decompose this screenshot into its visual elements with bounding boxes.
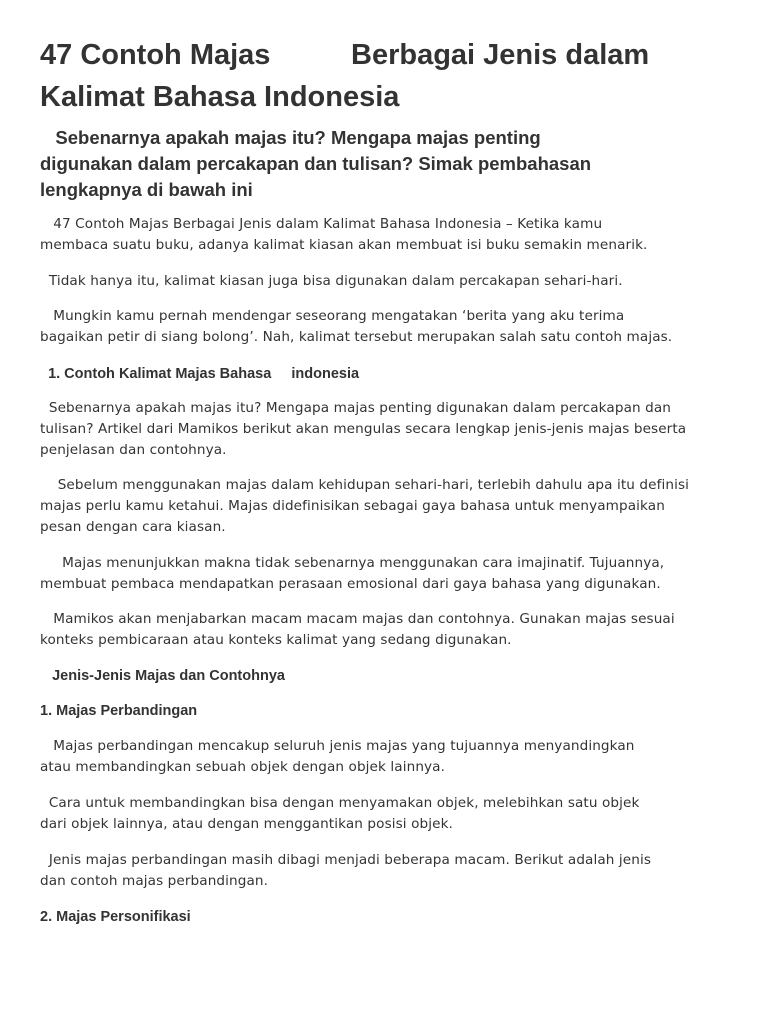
paragraph-mamikos: Mamikos akan menjabarkan macam macam majas dan contohnya. Gunakan majas sesuai konteks pembicaraan atau konteks kalimat yang sedang digunakan. <box>40 611 675 648</box>
paragraph-definisi: Sebelum menggunakan majas dalam kehidupan sehari-hari, terlebih dahulu apa itu definisi majas perlu kamu ketahui. Majas didefinisikan sebagai gaya bahasa untuk menyampaikan pesan dengan cara kiasan. <box>40 477 690 535</box>
paragraph-kiasan: Tidak hanya itu, kalimat kiasan juga bisa digunakan dalam percakapan sehari-hari. <box>40 273 623 289</box>
subheading-jenis-majas: Jenis-Jenis Majas dan Contohnya <box>40 668 285 684</box>
paragraph-apakah-majas: Sebenarnya apakah majas itu? Mengapa majas penting digunakan dalam percakapan dan tulisan? Artikel dari Mamikos berikut akan mengulas secara lengkap jenis-jenis majas beserta penjelasan dan contohnya. <box>40 400 687 458</box>
paragraph-cara-membandingkan: Cara untuk membandingkan bisa dengan menyamakan objek, melebihkan satu objek dari objek lainnya, atau dengan menggantikan posisi objek. <box>40 795 640 832</box>
paragraph-intro: 47 Contoh Majas Berbagai Jenis dalam Kalimat Bahasa Indonesia – Ketika kamu membaca suatu buku, adanya kalimat kiasan akan membuat isi buku semakin menarik. <box>40 216 648 253</box>
subheading-majas-personifikasi: 2. Majas Personifikasi <box>40 909 191 925</box>
paragraph-imajinatif: Majas menunjukkan makna tidak sebenarnya menggunakan cara imajinatif. Tujuannya, membuat pembaca mendapatkan perasaan emosional dari gaya bahasa yang digunakan. <box>40 555 665 592</box>
paragraph-jenis-perbandingan: Jenis majas perbandingan masih dibagi menjadi beberapa macam. Berikut adalah jenis dan contoh majas perbandingan. <box>40 852 652 889</box>
article-title: 47 Contoh Majas Berbagai Jenis dalam Kalimat Bahasa Indonesia <box>40 39 650 113</box>
subheading-majas-perbandingan: 1. Majas Perbandingan <box>40 703 198 719</box>
paragraph-petir: Mungkin kamu pernah mendengar seseorang mengatakan ‘berita yang aku terima bagaikan petir di siang bolong’. Nah, kalimat tersebut merupakan salah satu contoh majas. <box>40 308 673 345</box>
article-lead: Sebenarnya apakah majas itu? Mengapa majas penting digunakan dalam percakapan dan tulisan? Simak pembahasan lengkapnya di bawah ini <box>40 127 592 200</box>
subheading-contoh-kalimat: 1. Contoh Kalimat Majas Bahasa indonesia <box>40 366 360 382</box>
paragraph-perbandingan-def: Majas perbandingan mencakup seluruh jenis majas yang tujuannya menyandingkan atau membandingkan sebuah objek dengan objek lainnya. <box>40 738 635 775</box>
